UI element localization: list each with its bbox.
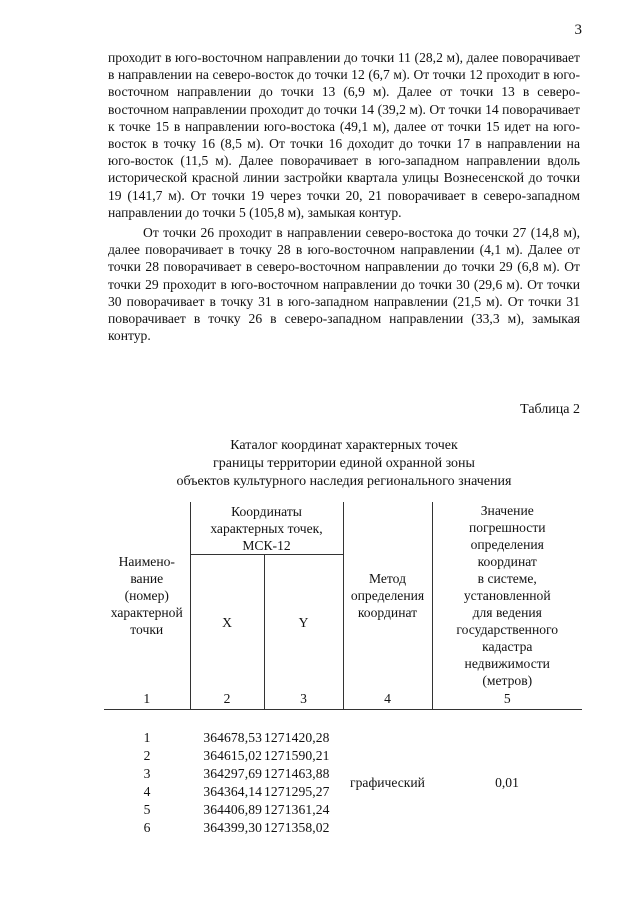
x-value: 364364,14 xyxy=(203,784,262,799)
column-number: 2 xyxy=(190,689,264,710)
header-coordinates: Координаты характерных точек, МСК-12 xyxy=(190,502,343,555)
column-number: 3 xyxy=(264,689,343,710)
point-number: 2 xyxy=(143,748,151,763)
coordinates-table xyxy=(104,502,582,837)
y-value: 1271463,88 xyxy=(264,766,330,781)
x-value: 364399,30 xyxy=(203,820,262,835)
point-number: 5 xyxy=(143,802,151,817)
y-value: 1271358,02 xyxy=(264,820,330,835)
x-value: 364297,69 xyxy=(203,766,262,781)
header-y: Y xyxy=(264,555,343,690)
caption-line: объектов культурного наследия регионального значения xyxy=(176,474,512,489)
point-number: 4 xyxy=(143,784,151,799)
point-number: 1 xyxy=(143,730,151,745)
x-value: 364615,02 xyxy=(203,748,262,763)
page-number: 3 xyxy=(574,22,582,38)
table-row xyxy=(104,729,582,747)
header-point-name: Наимено- вание (номер) характерной точки xyxy=(110,554,183,637)
header-x: X xyxy=(190,555,264,690)
column-number: 5 xyxy=(432,689,582,710)
table-caption xyxy=(108,437,580,491)
y-value: 1271295,27 xyxy=(264,784,330,799)
x-value: 364406,89 xyxy=(203,802,262,817)
accuracy-value: 0,01 xyxy=(495,775,519,790)
paragraph-1: проходит в юго-восточном направлении до точки 11 (28,2 м), далее поворачивает в направлении на северо-восток до точки 12 (6,7 м). От точки 12 проходит в юго-восточном направлении до точки 13 (6,9 м). Далее от точки 13 в северо-восточном направлении проходит до точки 14 (39,2 м). От точки 14 поворачивает к точке 15 в направлении юго-востока (49,1 м), далее от точки 15 идет на юго-восток в точку 16 (8,5 м). От точки 16 доходит до точки 17 в направлении на юго-восток (11,5 м). Далее поворачивает в юго-западном направлении вдоль исторической красной линии застройки квартала улицы Вознесенской до точки 19 (141,7 м). От точки 19 через точки 20, 21 поворачивает в северо-западном направлении до точки 5 (105,8 м), замыкая контур. xyxy=(108,50,580,220)
body-text xyxy=(108,49,580,344)
point-number: 6 xyxy=(143,820,151,835)
header-accuracy: Значение погрешности определения координат в системе, установленной для ведения государственного кадастра недвижимости (метров) xyxy=(432,502,582,689)
caption-line: границы территории единой охранной зоны xyxy=(213,456,475,471)
y-value: 1271361,24 xyxy=(264,802,330,817)
y-value: 1271590,21 xyxy=(264,748,330,763)
table-label: Таблица 2 xyxy=(520,402,580,417)
header-method: Метод определения координат xyxy=(343,502,432,689)
x-value: 364678,53 xyxy=(203,730,262,745)
paragraph-2: От точки 26 проходит в направлении северо-востока до точки 27 (14,8 м), далее поворачивает в точку 28 в юго-восточном направлении (4,1 м). Далее от точки 28 поворачивает в северо-восточном направлении до точки 29 (6,8 м). От точки 29 проходит в юго-восточном направлении до точки 30 (29,6 м). От точки 30 поворачивает в точку 31 в юго-западном направлении (21,5 м). От точки 31 поворачивает в точку 26 в северо-западном направлении (33,3 м), замыкая контур. xyxy=(108,225,580,344)
caption-line: Каталог координат характерных точек xyxy=(230,438,458,453)
column-number: 1 xyxy=(104,689,190,710)
point-number: 3 xyxy=(143,766,151,781)
column-number: 4 xyxy=(343,689,432,710)
y-value: 1271420,28 xyxy=(264,730,330,745)
method-value: графический xyxy=(350,775,425,790)
